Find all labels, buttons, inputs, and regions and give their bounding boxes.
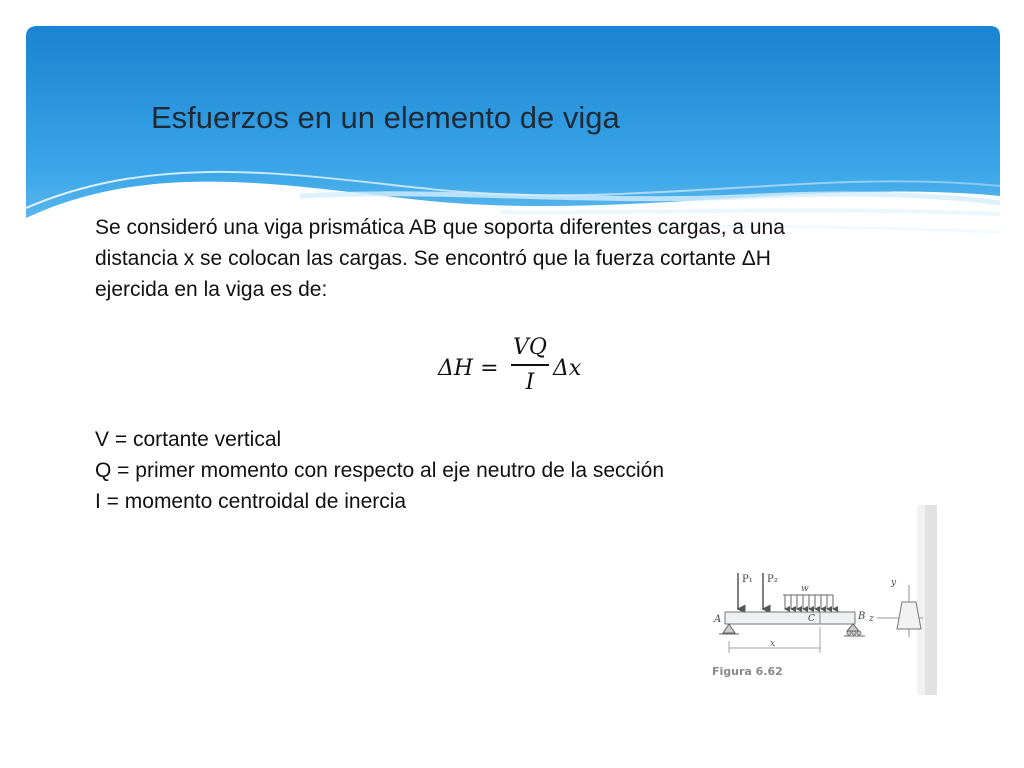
paragraph-line: distancia x se colocan las cargas. Se encontró que la fuerza cortante ΔH bbox=[95, 247, 771, 270]
formula-fraction bbox=[511, 333, 549, 398]
beam bbox=[725, 612, 855, 624]
formula-denominator: I bbox=[525, 369, 535, 395]
label-x: x bbox=[770, 639, 776, 649]
scan-edge-shadow bbox=[917, 505, 925, 695]
formula-lhs: ΔH = bbox=[438, 356, 499, 381]
label-c: C bbox=[808, 614, 815, 624]
fraction-bar bbox=[511, 364, 549, 366]
scan-edge-shadow bbox=[925, 505, 937, 695]
label-b: B bbox=[858, 611, 866, 622]
paragraph-line: ejercida en la viga es de: bbox=[95, 278, 328, 301]
roller bbox=[847, 631, 851, 635]
definition-v: V = cortante vertical bbox=[95, 428, 282, 451]
intro-paragraph bbox=[95, 212, 925, 305]
roller bbox=[857, 631, 861, 635]
label-p1: P₁ bbox=[742, 574, 753, 585]
label-a: A bbox=[714, 614, 722, 625]
formula-numerator: VQ bbox=[513, 335, 547, 360]
beam-figure bbox=[677, 505, 937, 695]
label-w: w bbox=[801, 584, 809, 594]
figure-caption: Figura 6.62 bbox=[712, 665, 783, 678]
variable-definitions bbox=[95, 424, 664, 517]
label-p2: P₂ bbox=[767, 574, 778, 585]
slide-title: Esfuerzos en un elemento de viga bbox=[151, 100, 620, 135]
definition-q: Q = primer momento con respecto al eje neutro de la sección bbox=[95, 459, 665, 482]
label-z: z bbox=[869, 614, 874, 624]
paragraph-line: Se consideró una viga prismática AB que soporta diferentes cargas, a una bbox=[95, 216, 785, 239]
label-y: y bbox=[891, 578, 897, 588]
definition-i: I = momento centroidal de inercia bbox=[95, 490, 407, 513]
roller bbox=[852, 631, 856, 635]
formula-rhs: Δx bbox=[553, 356, 582, 381]
